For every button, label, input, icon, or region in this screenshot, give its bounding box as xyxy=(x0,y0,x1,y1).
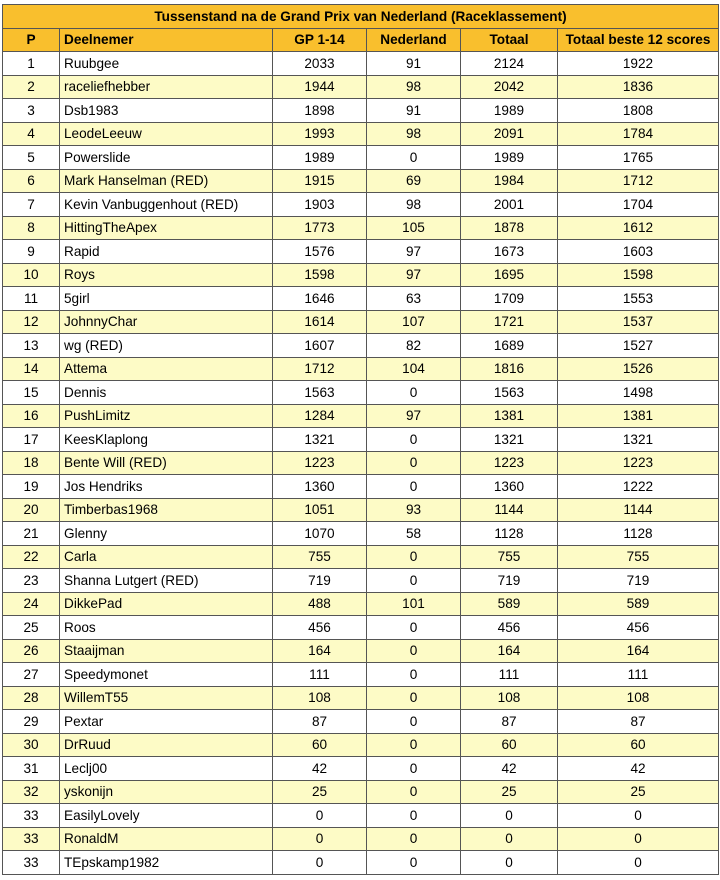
cell-participant: DikkePad xyxy=(60,592,273,616)
cell-participant: Rapid xyxy=(60,240,273,264)
table-row xyxy=(3,75,719,99)
cell-total: 164 xyxy=(461,639,558,663)
cell-netherlands: 0 xyxy=(367,710,461,734)
cell-total: 1563 xyxy=(461,381,558,405)
cell-best-12: 755 xyxy=(558,545,719,569)
column-header-best-12: Totaal beste 12 scores xyxy=(558,28,719,52)
cell-netherlands: 0 xyxy=(367,827,461,851)
cell-total: 1673 xyxy=(461,240,558,264)
cell-netherlands: 69 xyxy=(367,169,461,193)
column-header-total: Totaal xyxy=(461,28,558,52)
cell-position: 32 xyxy=(3,780,60,804)
cell-netherlands: 105 xyxy=(367,216,461,240)
cell-total: 2042 xyxy=(461,75,558,99)
cell-netherlands: 97 xyxy=(367,240,461,264)
cell-netherlands: 0 xyxy=(367,146,461,170)
cell-netherlands: 0 xyxy=(367,639,461,663)
cell-participant: Leclj00 xyxy=(60,757,273,781)
cell-total: 1878 xyxy=(461,216,558,240)
cell-best-12: 1836 xyxy=(558,75,719,99)
cell-participant: Staaijman xyxy=(60,639,273,663)
cell-gp: 0 xyxy=(273,827,367,851)
column-header-gp: GP 1-14 xyxy=(273,28,367,52)
table-row xyxy=(3,146,719,170)
table-row xyxy=(3,710,719,734)
cell-best-12: 1537 xyxy=(558,310,719,334)
cell-participant: WillemT55 xyxy=(60,686,273,710)
cell-total: 1360 xyxy=(461,475,558,499)
cell-position: 21 xyxy=(3,522,60,546)
table-row xyxy=(3,804,719,828)
table-row xyxy=(3,827,719,851)
cell-best-12: 25 xyxy=(558,780,719,804)
table-row xyxy=(3,240,719,264)
table-row xyxy=(3,639,719,663)
cell-total: 111 xyxy=(461,663,558,687)
cell-participant: JohnnyChar xyxy=(60,310,273,334)
cell-best-12: 87 xyxy=(558,710,719,734)
cell-best-12: 1704 xyxy=(558,193,719,217)
table-row xyxy=(3,592,719,616)
cell-position: 11 xyxy=(3,287,60,311)
cell-participant: Glenny xyxy=(60,522,273,546)
cell-netherlands: 98 xyxy=(367,193,461,217)
cell-total: 1989 xyxy=(461,146,558,170)
cell-gp: 719 xyxy=(273,569,367,593)
cell-position: 29 xyxy=(3,710,60,734)
cell-total: 1144 xyxy=(461,498,558,522)
cell-best-12: 456 xyxy=(558,616,719,640)
cell-best-12: 1498 xyxy=(558,381,719,405)
cell-total: 0 xyxy=(461,851,558,875)
cell-participant: PushLimitz xyxy=(60,404,273,428)
cell-participant: Attema xyxy=(60,357,273,381)
cell-position: 28 xyxy=(3,686,60,710)
cell-gp: 1321 xyxy=(273,428,367,452)
cell-netherlands: 0 xyxy=(367,804,461,828)
cell-total: 1689 xyxy=(461,334,558,358)
cell-gp: 1773 xyxy=(273,216,367,240)
cell-best-12: 1712 xyxy=(558,169,719,193)
cell-position: 13 xyxy=(3,334,60,358)
cell-netherlands: 101 xyxy=(367,592,461,616)
table-row xyxy=(3,733,719,757)
cell-best-12: 1222 xyxy=(558,475,719,499)
cell-total: 2091 xyxy=(461,122,558,146)
cell-gp: 1598 xyxy=(273,263,367,287)
cell-gp: 1903 xyxy=(273,193,367,217)
cell-total: 1721 xyxy=(461,310,558,334)
cell-participant: Roys xyxy=(60,263,273,287)
cell-netherlands: 0 xyxy=(367,569,461,593)
cell-best-12: 1223 xyxy=(558,451,719,475)
cell-gp: 1989 xyxy=(273,146,367,170)
cell-gp: 164 xyxy=(273,639,367,663)
cell-best-12: 0 xyxy=(558,827,719,851)
cell-total: 1816 xyxy=(461,357,558,381)
cell-total: 1695 xyxy=(461,263,558,287)
cell-gp: 2033 xyxy=(273,52,367,76)
cell-participant: Dennis xyxy=(60,381,273,405)
cell-gp: 1993 xyxy=(273,122,367,146)
cell-gp: 1360 xyxy=(273,475,367,499)
table-title-row xyxy=(3,5,719,29)
cell-gp: 1607 xyxy=(273,334,367,358)
cell-participant: raceliefhebber xyxy=(60,75,273,99)
cell-total: 719 xyxy=(461,569,558,593)
cell-best-12: 1603 xyxy=(558,240,719,264)
cell-gp: 1284 xyxy=(273,404,367,428)
cell-position: 19 xyxy=(3,475,60,499)
table-row xyxy=(3,475,719,499)
cell-position: 3 xyxy=(3,99,60,123)
cell-best-12: 108 xyxy=(558,686,719,710)
cell-netherlands: 98 xyxy=(367,75,461,99)
cell-position: 31 xyxy=(3,757,60,781)
cell-netherlands: 0 xyxy=(367,616,461,640)
cell-gp: 488 xyxy=(273,592,367,616)
cell-total: 2001 xyxy=(461,193,558,217)
table-row xyxy=(3,310,719,334)
cell-total: 456 xyxy=(461,616,558,640)
cell-netherlands: 97 xyxy=(367,404,461,428)
cell-position: 30 xyxy=(3,733,60,757)
cell-netherlands: 0 xyxy=(367,686,461,710)
cell-best-12: 719 xyxy=(558,569,719,593)
table-row xyxy=(3,663,719,687)
cell-participant: Powerslide xyxy=(60,146,273,170)
cell-best-12: 1526 xyxy=(558,357,719,381)
cell-position: 27 xyxy=(3,663,60,687)
cell-netherlands: 0 xyxy=(367,381,461,405)
cell-total: 87 xyxy=(461,710,558,734)
cell-position: 12 xyxy=(3,310,60,334)
cell-participant: LeodeLeeuw xyxy=(60,122,273,146)
table-row xyxy=(3,498,719,522)
cell-gp: 1944 xyxy=(273,75,367,99)
column-header-netherlands: Nederland xyxy=(367,28,461,52)
column-header-participant: Deelnemer xyxy=(60,28,273,52)
cell-participant: Jos Hendriks xyxy=(60,475,273,499)
cell-participant: HittingTheApex xyxy=(60,216,273,240)
table-row xyxy=(3,545,719,569)
table-row xyxy=(3,428,719,452)
cell-total: 1381 xyxy=(461,404,558,428)
table-row xyxy=(3,52,719,76)
cell-position: 20 xyxy=(3,498,60,522)
cell-participant: Carla xyxy=(60,545,273,569)
table-row xyxy=(3,686,719,710)
cell-position: 2 xyxy=(3,75,60,99)
cell-gp: 1070 xyxy=(273,522,367,546)
cell-position: 7 xyxy=(3,193,60,217)
cell-participant: Timberbas1968 xyxy=(60,498,273,522)
cell-participant: yskonijn xyxy=(60,780,273,804)
cell-netherlands: 58 xyxy=(367,522,461,546)
cell-best-12: 1381 xyxy=(558,404,719,428)
standings-table xyxy=(2,4,719,875)
cell-participant: Roos xyxy=(60,616,273,640)
cell-total: 1984 xyxy=(461,169,558,193)
cell-participant: EasilyLovely xyxy=(60,804,273,828)
cell-netherlands: 0 xyxy=(367,428,461,452)
cell-best-12: 0 xyxy=(558,804,719,828)
cell-total: 755 xyxy=(461,545,558,569)
cell-position: 25 xyxy=(3,616,60,640)
cell-position: 17 xyxy=(3,428,60,452)
cell-participant: Bente Will (RED) xyxy=(60,451,273,475)
cell-participant: RonaldM xyxy=(60,827,273,851)
cell-position: 16 xyxy=(3,404,60,428)
cell-position: 33 xyxy=(3,804,60,828)
cell-participant: DrRuud xyxy=(60,733,273,757)
cell-participant: Ruubgee xyxy=(60,52,273,76)
table-row xyxy=(3,193,719,217)
cell-position: 10 xyxy=(3,263,60,287)
cell-best-12: 1598 xyxy=(558,263,719,287)
table-row xyxy=(3,263,719,287)
cell-best-12: 111 xyxy=(558,663,719,687)
table-row xyxy=(3,334,719,358)
table-title: Tussenstand na de Grand Prix van Nederland (Raceklassement) xyxy=(3,5,719,29)
cell-position: 18 xyxy=(3,451,60,475)
cell-netherlands: 107 xyxy=(367,310,461,334)
column-header-row xyxy=(3,28,719,52)
cell-total: 60 xyxy=(461,733,558,757)
cell-participant: TEpskamp1982 xyxy=(60,851,273,875)
cell-position: 24 xyxy=(3,592,60,616)
cell-position: 14 xyxy=(3,357,60,381)
cell-netherlands: 0 xyxy=(367,733,461,757)
cell-best-12: 164 xyxy=(558,639,719,663)
column-header-position: P xyxy=(3,28,60,52)
cell-gp: 0 xyxy=(273,851,367,875)
cell-gp: 108 xyxy=(273,686,367,710)
table-row xyxy=(3,216,719,240)
cell-netherlands: 0 xyxy=(367,475,461,499)
table-row xyxy=(3,381,719,405)
cell-total: 2124 xyxy=(461,52,558,76)
cell-gp: 1563 xyxy=(273,381,367,405)
cell-total: 1709 xyxy=(461,287,558,311)
cell-participant: Shanna Lutgert (RED) xyxy=(60,569,273,593)
cell-best-12: 1922 xyxy=(558,52,719,76)
cell-position: 9 xyxy=(3,240,60,264)
cell-total: 0 xyxy=(461,827,558,851)
cell-netherlands: 0 xyxy=(367,780,461,804)
cell-gp: 1898 xyxy=(273,99,367,123)
cell-gp: 87 xyxy=(273,710,367,734)
cell-participant: Dsb1983 xyxy=(60,99,273,123)
cell-netherlands: 91 xyxy=(367,52,461,76)
cell-position: 15 xyxy=(3,381,60,405)
cell-best-12: 1321 xyxy=(558,428,719,452)
table-row xyxy=(3,357,719,381)
table-row xyxy=(3,404,719,428)
cell-total: 0 xyxy=(461,804,558,828)
cell-gp: 1712 xyxy=(273,357,367,381)
cell-position: 22 xyxy=(3,545,60,569)
cell-total: 589 xyxy=(461,592,558,616)
cell-best-12: 1612 xyxy=(558,216,719,240)
cell-gp: 1223 xyxy=(273,451,367,475)
cell-total: 42 xyxy=(461,757,558,781)
cell-position: 33 xyxy=(3,827,60,851)
cell-best-12: 1553 xyxy=(558,287,719,311)
cell-participant: Mark Hanselman (RED) xyxy=(60,169,273,193)
cell-netherlands: 82 xyxy=(367,334,461,358)
table-row xyxy=(3,569,719,593)
cell-total: 1223 xyxy=(461,451,558,475)
cell-best-12: 60 xyxy=(558,733,719,757)
cell-gp: 456 xyxy=(273,616,367,640)
cell-position: 23 xyxy=(3,569,60,593)
table-row xyxy=(3,287,719,311)
table-row xyxy=(3,522,719,546)
cell-position: 5 xyxy=(3,146,60,170)
cell-gp: 1915 xyxy=(273,169,367,193)
cell-netherlands: 0 xyxy=(367,451,461,475)
cell-netherlands: 104 xyxy=(367,357,461,381)
cell-total: 1321 xyxy=(461,428,558,452)
cell-gp: 1576 xyxy=(273,240,367,264)
cell-best-12: 1144 xyxy=(558,498,719,522)
cell-gp: 42 xyxy=(273,757,367,781)
table-row xyxy=(3,169,719,193)
cell-participant: wg (RED) xyxy=(60,334,273,358)
cell-best-12: 589 xyxy=(558,592,719,616)
cell-gp: 1646 xyxy=(273,287,367,311)
cell-netherlands: 93 xyxy=(367,498,461,522)
table-body xyxy=(3,52,719,875)
table-row xyxy=(3,757,719,781)
cell-participant: 5girl xyxy=(60,287,273,311)
cell-gp: 755 xyxy=(273,545,367,569)
cell-best-12: 1765 xyxy=(558,146,719,170)
cell-gp: 1614 xyxy=(273,310,367,334)
cell-participant: Speedymonet xyxy=(60,663,273,687)
cell-participant: Pextar xyxy=(60,710,273,734)
cell-best-12: 42 xyxy=(558,757,719,781)
cell-gp: 25 xyxy=(273,780,367,804)
cell-participant: KeesKlaplong xyxy=(60,428,273,452)
cell-netherlands: 0 xyxy=(367,851,461,875)
cell-best-12: 1808 xyxy=(558,99,719,123)
cell-best-12: 1527 xyxy=(558,334,719,358)
table-row xyxy=(3,122,719,146)
cell-netherlands: 0 xyxy=(367,663,461,687)
cell-netherlands: 98 xyxy=(367,122,461,146)
table-row xyxy=(3,99,719,123)
cell-position: 4 xyxy=(3,122,60,146)
cell-total: 25 xyxy=(461,780,558,804)
cell-total: 1989 xyxy=(461,99,558,123)
cell-position: 8 xyxy=(3,216,60,240)
cell-netherlands: 0 xyxy=(367,757,461,781)
cell-participant: Kevin Vanbuggenhout (RED) xyxy=(60,193,273,217)
cell-best-12: 0 xyxy=(558,851,719,875)
table-row xyxy=(3,451,719,475)
table-row xyxy=(3,851,719,875)
cell-netherlands: 63 xyxy=(367,287,461,311)
cell-netherlands: 91 xyxy=(367,99,461,123)
cell-gp: 111 xyxy=(273,663,367,687)
cell-position: 1 xyxy=(3,52,60,76)
cell-netherlands: 0 xyxy=(367,545,461,569)
table-row xyxy=(3,780,719,804)
cell-best-12: 1128 xyxy=(558,522,719,546)
cell-best-12: 1784 xyxy=(558,122,719,146)
cell-gp: 60 xyxy=(273,733,367,757)
cell-gp: 0 xyxy=(273,804,367,828)
table-row xyxy=(3,616,719,640)
cell-position: 6 xyxy=(3,169,60,193)
cell-position: 26 xyxy=(3,639,60,663)
cell-total: 108 xyxy=(461,686,558,710)
cell-total: 1128 xyxy=(461,522,558,546)
cell-netherlands: 97 xyxy=(367,263,461,287)
cell-position: 33 xyxy=(3,851,60,875)
cell-gp: 1051 xyxy=(273,498,367,522)
